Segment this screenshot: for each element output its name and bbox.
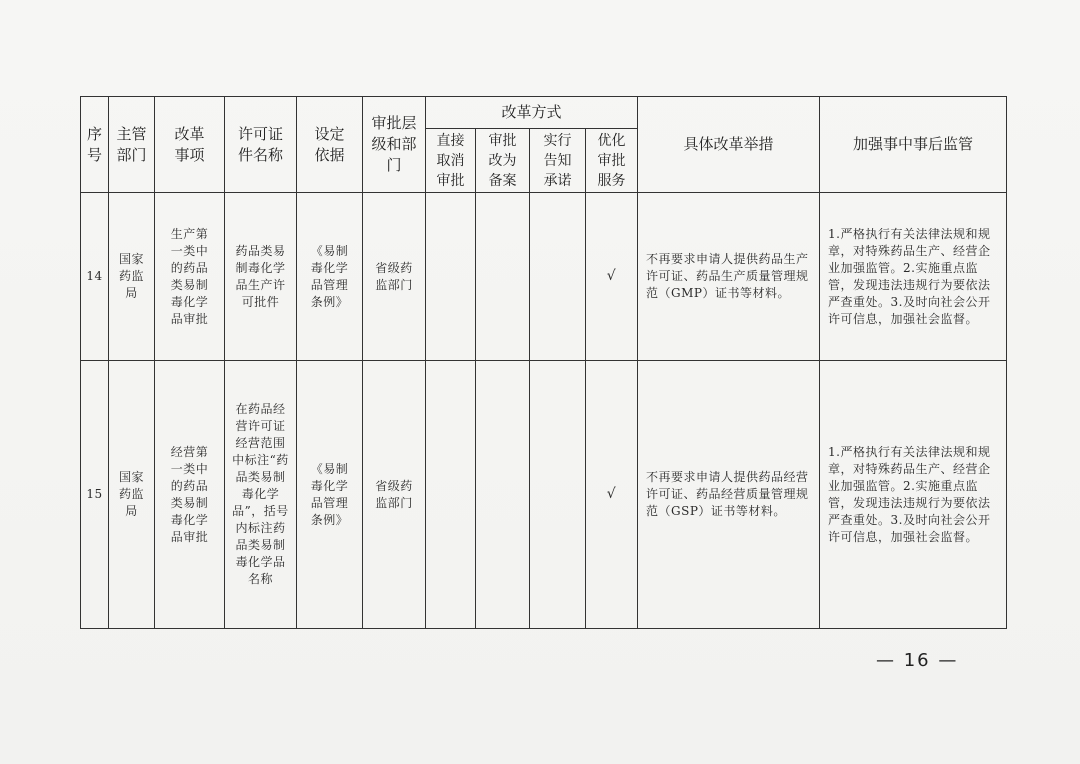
header-row-top: [81, 97, 1007, 129]
row-measures: 不再要求申请人提供药品生产许可证、药品生产质量管理规范（GMP）证书等材料。: [638, 193, 820, 361]
header-method-optimize: 优化审批服务: [586, 129, 638, 193]
row-method-record: [476, 193, 530, 361]
header-method-record: 审批改为备案: [476, 129, 530, 193]
header-basis: 设定依据: [297, 97, 363, 193]
header-license: 许可证件名称: [225, 97, 297, 193]
row-method-optimize: √: [586, 193, 638, 361]
reform-table: [80, 96, 1007, 629]
header-reform-method: 改革方式: [426, 97, 638, 129]
header-method-cancel: 直接取消审批: [426, 129, 476, 193]
row-method-notify: [530, 193, 586, 361]
row-item: 经营第一类中的药品类易制毒化学品审批: [155, 361, 225, 629]
row-basis: 《易制毒化学品管理条例》: [297, 193, 363, 361]
row-measures: 不再要求申请人提供药品经营许可证、药品经营质量管理规范（GSP）证书等材料。: [638, 361, 820, 629]
header-method-notify: 实行告知承诺: [530, 129, 586, 193]
row-seq: 14: [81, 193, 109, 361]
header-level: 审批层级和部门: [363, 97, 426, 193]
row-supervision: 1.严格执行有关法律法规和规章，对特殊药品生产、经营企业加强监管。2.实施重点监管，发现违法违规行为要依法严查重处。3.及时向社会公开许可信息，加强社会监督。: [820, 193, 1007, 361]
header-seq: 序号: [81, 97, 109, 193]
row-level: 省级药监部门: [363, 361, 426, 629]
row-license: 在药品经营许可证经营范围中标注“药品类易制毒化学品”，括号内标注药品类易制毒化学品名称: [225, 361, 297, 629]
row-seq: 15: [81, 361, 109, 629]
row-license: 药品类易制毒化学品生产许可批件: [225, 193, 297, 361]
row-method-cancel: [426, 361, 476, 629]
table-row: [81, 193, 1007, 361]
table-row: [81, 361, 1007, 629]
row-method-record: [476, 361, 530, 629]
header-measures: 具体改革举措: [638, 97, 820, 193]
row-method-cancel: [426, 193, 476, 361]
row-item: 生产第一类中的药品类易制毒化学品审批: [155, 193, 225, 361]
row-supervision: 1.严格执行有关法律法规和规章，对特殊药品生产、经营企业加强监管。2.实施重点监管，发现违法违规行为要依法严查重处。3.及时向社会公开许可信息，加强社会监督。: [820, 361, 1007, 629]
row-method-notify: [530, 361, 586, 629]
row-level: 省级药监部门: [363, 193, 426, 361]
page-number: — 16 —: [876, 650, 959, 671]
header-item: 改革事项: [155, 97, 225, 193]
header-supervision: 加强事中事后监管: [820, 97, 1007, 193]
row-method-optimize: √: [586, 361, 638, 629]
header-dept: 主管部门: [109, 97, 155, 193]
row-dept: 国家药监局: [109, 193, 155, 361]
row-basis: 《易制毒化学品管理条例》: [297, 361, 363, 629]
row-dept: 国家药监局: [109, 361, 155, 629]
